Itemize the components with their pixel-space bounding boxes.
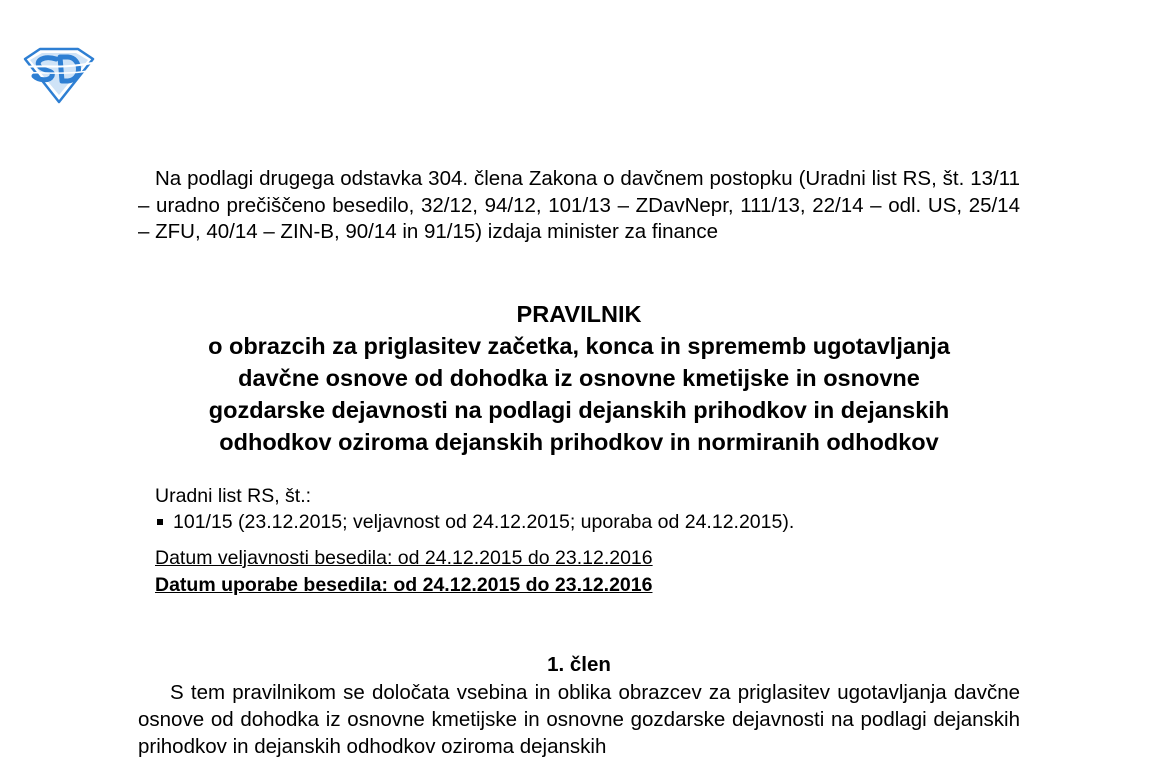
regulation-subtitle-line: davčne osnove od dohodka iz osnovne kmetijske in osnovne [238, 365, 920, 391]
gazette-entry-text: 101/15 (23.12.2015; veljavnost od 24.12.2015; uporaba od 24.12.2015). [173, 511, 795, 533]
article-text: S tem pravilnikom se določata vsebina in oblika obrazcev za priglasitev ugotavljanja davčne osnove od dohodka iz osnovne kmetijske in osnovne gozdarske dejavnosti na podlagi dejanskih prihodkov in dejanskih odhodkov oziroma dejanskih [138, 681, 1020, 758]
gazette-label: Uradni list RS, št.: [155, 485, 312, 507]
validity-dates [155, 545, 653, 599]
regulation-subtitle-line: o obrazcih za priglasitev začetka, konca in sprememb ugotavljanja [208, 333, 950, 359]
validity-date-link[interactable]: Datum veljavnosti besedila: od 24.12.2015 do 23.12.2016 [155, 547, 653, 569]
regulation-heading: PRAVILNIK [516, 301, 642, 327]
preamble-text: Na podlagi drugega odstavka 304. člena Zakona o davčnem postopku (Uradni list RS, št. 13/11 – uradno prečiščeno besedilo, 32/12, 94/12, 101/13 – ZDavNepr, 111/13, 22/14 – odl. US, 25/14 – ZFU, 40/14 – ZIN-B, 90/14 in 91/15) izdaja minister za finance [138, 167, 1020, 243]
regulation-title [130, 298, 1028, 458]
bullet-icon [157, 519, 163, 525]
regulation-subtitle-line: gozdarske dejavnosti na podlagi dejanskih prihodkov in dejanskih [208, 397, 950, 423]
gazette-entry [155, 509, 1015, 535]
regulation-subtitle-line: odhodkov oziroma dejanskih prihodkov in normiranih odhodkov [219, 429, 939, 455]
sd-logo-icon [22, 45, 96, 105]
gazette-reference [155, 483, 1015, 535]
application-date-link[interactable]: Datum uporabe besedila: od 24.12.2015 do 23.12.2016 [155, 574, 653, 596]
article-title: 1. člen [547, 653, 611, 676]
